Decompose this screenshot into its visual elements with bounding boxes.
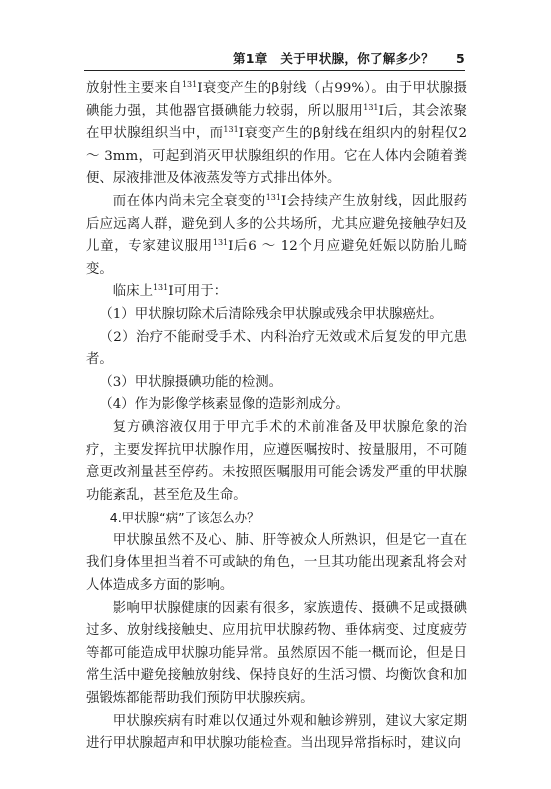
paragraph-checkup: 甲状腺疾病有时难以仅通过外观和触诊辨别，建议大家定期进行甲状腺超声和甲状腺功能检查。当出现异常指标时，建议向 bbox=[86, 713, 467, 752]
page-body bbox=[86, 78, 467, 756]
paragraph-iodine-solution: 复方碘溶液仅用于甲亢手术的术前准备及甲状腺危象的治疗，主要发挥抗甲状腺作用，应遵医嘱按时、按量服用，不可随意更改剂量甚至停药。未按照医嘱服用可能会诱发严重的甲状腺功能紊乱，甚至危及生命。 bbox=[86, 419, 467, 503]
running-header bbox=[84, 49, 465, 67]
isotope-superscript: 131 bbox=[181, 80, 198, 89]
isotope-superscript: 131 bbox=[152, 283, 169, 293]
isotope-superscript: 131 bbox=[212, 238, 229, 248]
paragraph-radiation-source: 放射性主要来自$^{131}$I衰变产生的β射线（占99%）。由于甲状腺摄碘能力强，其他器官摄碘能力较弱，所以服用$^{131}$I后，其会浓聚在甲状腺组织当中，而$^{131}$I衰变产生的β射线在组织内的射程仅2 ～ 3mm，可起到消灭甲状腺组织的作用。它在人体内会随着粪便、尿液排泄及体液蒸发等方式排出体外。 bbox=[86, 80, 468, 187]
paragraph-risk-factors: 影响甲状腺健康的因素有很多，家族遗传、摄碘不足或摄碘过多、放射线接触史、应用抗甲状腺药物、垂体病变、过度疲劳等都可能造成甲状腺功能异常。虽然原因不能一概而论，但是日常生活中避免接触放射线、保持良好的生活习惯、均衡饮食和加强锻炼都能帮助我们预防甲状腺疾病。 bbox=[86, 600, 467, 707]
isotope-superscript: 131 bbox=[363, 102, 379, 112]
paragraph-thyroid-role: 甲状腺虽然不及心、肺、肝等被众人所熟识，但是它一直在我们身体里担当着不可或缺的角色，一旦其功能出现紊乱将会对人体造成多方面的影响。 bbox=[86, 532, 467, 594]
list-item: （3）甲状腺摄碘功能的检测。 bbox=[99, 374, 282, 390]
list-item: （2）治疗不能耐受手术、内科治疗无效或术后复发的甲亢患者。 bbox=[86, 329, 467, 368]
paragraph-precautions: 而在体内尚未完全衰变的$^{131}$I会持续产生放射线，因此服药后应远离人群，避免到人多的公共场所，尤其应避免接触孕妇及儿童，专家建议服用$^{131}$I后6 ～ 12个月应避免妊娠以防胎儿畸变。 bbox=[86, 192, 468, 277]
header-rule bbox=[84, 70, 465, 71]
paragraph-clinical-uses: 临床上$^{131}$I可用于： bbox=[112, 283, 228, 300]
chapter-title: 第1章 关于甲状腺，你了解多少？ bbox=[233, 51, 434, 66]
isotope-superscript: 131 bbox=[223, 125, 239, 135]
list-item: （4）作为影像学核素显像的造影剂成分。 bbox=[99, 397, 349, 413]
list-item: （1）甲状腺切除术后清除残余甲状腺或残余甲状腺癌灶。 bbox=[99, 306, 443, 322]
section-heading: 4.甲状腺“病”了该怎么办？ bbox=[109, 510, 260, 526]
page-number: 5 bbox=[456, 51, 465, 66]
isotope-superscript: 131 bbox=[265, 192, 281, 202]
